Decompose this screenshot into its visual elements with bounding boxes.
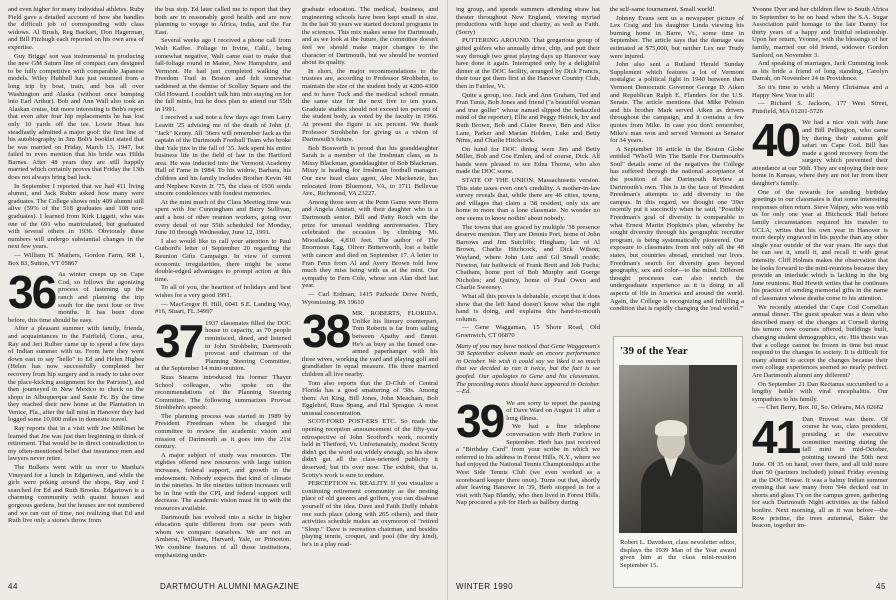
paragraph: Johnny Evans sent us a newspaper picture of Lex Craig and his daughter Linda viewing his burning home in Barre, Vt., some time in September. The article says that the damage was estimated at $75,000, but neither Lex nor Trudy were injured. [610, 14, 744, 60]
paragraph: I also would like to call your attention to Paul Guibord's letter of September 20 regarding the Reunion Gifts Campaign. In view of current economic irregularities, there might be some double-edged advantages to prompt action at this time. [155, 237, 291, 283]
photo-caption: Robert L. Davidson, class newsletter editor, displays the 1939 Man of the Year award given him at the class mini-reunion September 15. [620, 539, 736, 569]
footer-left: DARTMOUTH ALUMNI MAGAZINE [160, 582, 300, 591]
paragraph: — Chet Berry, Box 10, So. Orleans, MA 02662 [758, 404, 884, 412]
paragraph: PERCEPTION vs. REALITY. If you visualize a continuing retirement community as the nesting place of old geezers and golfers, you can disabuse yourself of the idea. Dave and Faith Duffy inhabit one such place (along with 265 others), and their activities schedule makes an oxymoron of "retired "Sleep." Dave is recreation chairman, and besides playing tennis, croquet, and pool (the dry kind), he's in a play read- [302, 480, 438, 548]
class-1940-notes [752, 114, 888, 412]
left-column-2 [155, 6, 291, 580]
paragraph: We had a fine telephone conversation with Herb Furlow in September. Herb has just received a "Birthday Card" from your scribe in which we referred to his address in Forest Hills, N.Y., where we had enjoyed the National Tennis Championships at the West Side Tennis Club (we even worked as a scoreboard keeper there once). Turns out that, shortly after leaving Hanover in '39, Herb stopped in for a visit with Nap Blandy, who then lived in Forest Hills. Nap procured a job for Herb as ballboy during [456, 423, 600, 507]
paragraph: — William H. Mathers, Gordon Farm, RR 1, Box 83, Sutton, VT 05867 [8, 252, 144, 267]
paragraph: 1937 classmates filled the DOC house to capacity, as 70 people reminisced, dined, and listened to John Strohbehn, Dartmouth provost and chairman of the Planning Steering Committee, at the September 14 mini-reunion. [155, 319, 291, 373]
paragraph: We had a nice visit with Jane and Bill Pellington, who came by during their autumn golf safari on Cape Cod. Bill has made a good recovery from the surgery which prevented their attendance at our 50th. They are enjoying their new home in Kansas, where they are not far from their daughter's family. [752, 119, 888, 188]
footer-right: WINTER 1990 [456, 582, 514, 591]
paragraph: John also sent a Rutland Herald Sunday Supplement which features a lot of Vermont nostalgia: a political fight in 1940 between then Vermont Democratic Governor George D. Aiken and Republican Ralph E. Flanders for the U.S. Senate. The article mentions that Mike Pelosin and his brother Mark served Aiken as drivers throughout the campaign, and it contains a few quotes from Mike. In case you don't remember, Mike's man won and served Vermont as Senator for 34 years. [610, 61, 744, 145]
paragraph: One of the rewards for sending birthday greetings to our classmates is that some interesting responses often return. Steve Valpey, who was with us for only one year at Hitchcock Hall before family circumstances required his transfer to UCLA, writes that his own year in Hanover is more deeply engraved in his psyche than any other single year outside of the war years. He says that he can see it, smell it, and recall it with great intensity. Cliff Holmes makes the observation that he looks forward to the mini-reunions because they provide an interlude which is lacking in the big June reunions. Bud Hewitt writes that he continues his practice of sending memorial gifts in the name of classmates whose deaths come to his attention. [752, 188, 888, 302]
paragraph: We are sorry to report the passing of Dave Ward on August 11 after a long illness. [506, 399, 600, 422]
class-number-36: 36 [8, 266, 56, 319]
photo-title: '39 of the Year [620, 345, 688, 357]
paragraph: — MacGregor H. Hill, 6041 S.E. Landing Way, #16, Stuart, FL 34997 [155, 300, 291, 316]
paragraph: — Richard S. Jackson, 177 West Street, Pittsfield, MA 01201-5726 [752, 100, 888, 115]
paragraph: Dan Provost was there. Of course he was, class president, presiding at the executive committee meeting during the fall mini in mid-October, pointing toward the 50th next June. Of 35 on hand, over there, and all told more than 50 (partners included) joined Friday evening at the DOC House. It was a balmy Indian summer evening that saw many from '94s decked out in shorts and glass T's on the campus green, gathering for such Dartmouth Night activities as the fabled bonfire. Next morning, all as it was before—the Row pristine, the trees autumnal, Baker the beacon, together im- [752, 415, 888, 530]
class-1935-notes [8, 6, 144, 267]
class-number-38: 38 [302, 305, 350, 358]
class-1936-notes [8, 266, 144, 525]
paragraph: A September 18 article in the Boston Globe entitled "Who'll Win The Battle For Dartmouth's Soul" details some of the negatives the College has suffered through the national acceptance of the position of the Dartmouth Review as Dartmouth's own. This is in the face of President Freedman's attempts to add diversity to the campus. In this regard, we thought one '39er recently put it succinctly when he said, "Possibly Freedman's goal of diversity is comparable to what Ernest Martin Hopkins's plan, whereby he sought diversity through his geographic recruiter program, is being systematically pioneered. Our exposure to classmates from not only all the 48 states, but countries abroad, enriched our lives. Freedman's search for diversity goes beyond geography, sex and color—to the mind. Different thought processes can also enrich the undergraduate experience as it is doing in all aspects of life in America and around the world. Again, the College is recognizing and fulfilling a condition that is rapidly changing the 'real world.'" [610, 145, 744, 313]
paragraph: Russ Stearns introduced his former Thayer School colleague, who spoke on the recommendations of the Planning Steering Committee. The following summarizes Provost Strohbehn's speech: [155, 373, 291, 412]
paragraph: SCOT-FORD POST-ERS ETC. So reads the opening reception announcement of the fifty-year retrospective of John Scotford's work, recently held in Thetford, Vt. Unfortunately, modest Scotty didn't get the word out widely enough, so his show didn't get all the class-oriented publicity it deserved, but it's over now. The exhibit, that is. Scotty's work is sure to endure. [302, 418, 438, 479]
paragraph: the self-same tournament. Small world! [610, 6, 715, 13]
paragraph: On hand for DOC dining were Jim and Betty Miller, Bob and Coe Emlen, and of course, Dick. All hands were pleased to see Edna Thorne, who also made the DOC scene. [456, 145, 600, 176]
class-1937-notes-cont [302, 6, 438, 306]
paragraph: So it's time to wish a Merry Christmas and a Happy New Year to all! [752, 83, 888, 99]
right-column-1 [456, 6, 600, 580]
paragraph: In short, the major recommendations to the trustees are, according to Professor Strohbehn, to maintain the size of the student body at 4200-4300 and to have Tuck and the medical school remain the same size for the next five to ten years. Graduate studies should not exceed ten percent of the student body, as voted by the faculty in 1966. At present the figure is six percent. We thank Professor Strohbehn for giving us a vision of Dartmouth's future. [302, 67, 438, 144]
paragraph: — Gene Waggaman, 15 Shore Road, Old Greenwich, CT 06870 [456, 324, 600, 339]
paragraph: PUTTERING AROUND. That gregarious group of gifted golfers who annually drive, chip, and putt their way through two great playing days up Hanover way have done it again. Interrupted only by a delightful dinner at the DOC facility, arranged by Dick Francis, their tour got them first at the Hanover Country Club, then in Fairlee, Vt. [456, 37, 600, 90]
paragraph: and even higher for many individual athletes. Ruby Field gave a detailed account of how she handles the difficult job of corresponding with class widows. Al Brush, Reg Backart, Don Hagerman, and Bill Fitzhugh each reported on his own area of expertise. [8, 6, 144, 51]
page-number-right: 45 [876, 582, 886, 591]
paragraph: I received a sad note a few days ago from Larry Leavitt '25 advising me of the death of John (J. "Jack" Kenny. All '36ers will remember Jack as the captain of the Dartmouth Football Team who broke that Yale jinx in the fall of '35. Jack spent his entire business life in the field of law in the Hartford area. He was inducted into the Vermont Academy Hall of Fame in 1984. To his widow, Barbara, his children and his family includes Brother Kevin '48 and Nephew Kevin Jr. '75, the class of 1936 sends sincere condolences with fondest memories. [155, 114, 291, 198]
paragraph: What all this proves is debatable, except that it does show that the left hand doesn't know what the right hand is doing, and explains this hand-to-mouth column. [456, 292, 600, 323]
right-page [448, 0, 896, 600]
class-1939-notes [456, 394, 600, 507]
paragraph: The planning process was started in 1989 by President Freedman when he charged the committee to review the academic vision and mission of Dartmouth as it goes into the 21st century. [155, 412, 291, 451]
paragraph: Tom also reports that the D-Club of Central Florida has a good smattering of '38s. Among them: Art King, Bill Jones, John Meacham, Bob Egglehof, Russ Spang, and Hal Sprague. A most unusual concentration. [302, 379, 438, 417]
paragraph: Ray reports that in a visit with Joe Millimet he learned that Joe was just then beginning to think of retirement. That would be in direct contradiction to my often-mentioned belief that insurance men and lawyers never retire. [8, 425, 144, 463]
paragraph: At the mini much of the Class Meeting time was spent with Joe Cunningham and Barry Sullivan, and a host of other reunion workers, going over every detail of our 55th scheduled for Monday, June 10 through Wednesday, June 12, 1991. [155, 198, 291, 237]
paragraph: A major subject of study was resources. The eighties offered new resources with large tuition increases, federal support, and growth in the endowment. Nobody expects that kind of climate in the nineties. In the nineties tuition increases will be in line with the CPI, and federal support will decrease. The academic vision must fit in with the resources available. [155, 451, 291, 512]
class-1938-notes [302, 305, 438, 548]
paragraph: the bus stop. Ed later called me to report that they both are in reasonably good health and are now planning to voyage to Africa, India, and the Far East. [155, 6, 291, 36]
paragraph: — Carl Erdman, 1415 Parkside Drive North, Wyomissing, PA 19610 [302, 290, 438, 306]
class-number-37: 37 [155, 314, 203, 367]
class-1936-notes-cont [155, 6, 291, 316]
paragraph: Yvonne Dyer and her children flew to South Africa in September to be on hand when the S.A. Sugar Association paid homage to the late Danny for thirty years of a happy and fruitful relationship. Upon her return, Yvonne, with the blessings of her family, married our old friend, widower Gordon Sanford, on November 3. [752, 6, 888, 59]
paragraph: ing group, and spends summers attending straw hat theater throughout New England, viewing myriad productions with hope and charity, as well as Faith. (Sorry) [456, 6, 600, 36]
right-column-2 [610, 6, 744, 336]
paragraph: In September I reported that we had 411 living alumni, and Jack Rubin asked how many were graduates. The College shows only 409 alumni still alive (59% of the 518 graduates and 108 non-graduates). I learned from Kirk Liggett, who was one of the 691 who matriculated, but graduated with several others in 1936. Obviously these numbers will undergo substantial changes in the next few years. [8, 182, 144, 251]
right-column-3 [752, 6, 888, 580]
paragraph: And speaking of marriages, Jack Cumming took as his bride a friend of long standing, Carolyn Darrah, on November 24 in Providence. [752, 60, 888, 83]
paragraph: Several weeks ago I received a phone call from Walt Kaffee. Foliage in Irvine, Calif., being somewhat negative, Walt came east to make that fall-foliage round in Maine, New Hampshire, and Vermont. He had just completed walking the Freedom Trail in Boston and felt somewhat saddened at the demise of Scollay Square and the Old Howard. I couldn't talk him into staying on for the fall minis, but he does plan to attend our 55th in 1991. [155, 37, 291, 113]
paragraph: Bob Bosworth is proud that his granddaughter Sarah is a member of the freshman class, as is Missy Blackman, granddaughter of Bob Blackman. Missy is heading for freshman football manager. Our new head class agent, Alec Mackenzie, has relocated from Bluemont, VA, to 1711 Bellevue Ave., Richmond, VA 23227. [302, 144, 438, 198]
page-number-left: 44 [8, 582, 18, 591]
paragraph: After a pleasant summer with family, friends, and acquaintances in the Fairfield, Conn., area, Ray and Jeri Rulber came up to spend a few days of Indian summer with us. From here they went down east to say "hello" to Ed and Helen Higbee (Helen has now successfully completed her recovery from hip surgery and is ready to take over the place-kicking assignment for the Patriots!), and then journeyed to New Mexico to check on the shops in Albuquerque and Sante Fe. By the time they reached their new home at the Plantation in Venice, Fla., after the fall mini in Hanover they had logged some 10,000 miles in domestic travel. [8, 325, 144, 424]
editor-note: Many of you may have noticed that Gene Waggaman's '38 September column made an encore performance in October. We wish it could say we liked it so much that we decided to run it twice, but the fact is we goofed. Our apologies to Gene and his classmates. The preceding notes should have appeared in October.—Ed. [456, 342, 600, 396]
class-1939-notes-cont [610, 6, 744, 313]
class-1937-notes [155, 314, 291, 559]
left-column-1 [8, 6, 144, 580]
paragraph: On September 21 Dan Rectanus succumbed to a lengthy battle with viral encephalitis. Our sympathies to his family. [752, 380, 888, 403]
paragraph: STATE OF THE UNION. Massachusetts version. This state taxes even one's credulity. A mother-in-law survey reveals that, while there are 46 cities, towns, and villages that claim a '38 resident, only six are home to more than a lone classmate. No wonder no one seems to know nothin' about nobody. [456, 177, 600, 223]
left-column-3 [302, 6, 438, 580]
paragraph: The Bulkers went with us over to Martha's Vineyard for a lunch in Edgartown, and while the girls were poking around the shops, Ray and I searched for Ed and Ruth Brooks. Edgartown is a charming community with quaint houses and gorgeous gardens, but the houses are not numbered and we ran out of time, not realizing that Ed and Ruth live only a stone's throw from [8, 464, 144, 525]
paragraph: As winter creeps up on Cape Cod, so follows the agonizing process of fastening up the ranch and planning the trip south for the next four or five months. It has been done before, this time should be easy. [8, 271, 144, 324]
class-number-40: 40 [752, 114, 800, 167]
paragraph: MR. ROBERTS, FLORIDA. Unlike his literary counterpart, Tom Roberts is far from sailing between Apathy and Ennui. He's as busy as the famed one-armed paperhanger with his three wives, working the yard and playing golf and grandfather in equal measure. His three married children all live nearby. [302, 310, 438, 378]
paragraph: The towns that are graced by multiple '38 presence deserve mention. They are Dennis Port, home of John Barrows and Jim Sutcliffe; Hingham, lair of Al Brown, Charlie Hitchcock, and Dick Wilson; Wayland, where John Lutz and Gil Small reside; Newton, fair bailiwick of Frank Brett and Job Fuchs; Chatham, home port of Bob Murphy and Goerge Nicholes; and Quincy, home of Paul Owen and Charlie Sweeney. [456, 223, 600, 292]
davidson-photo [619, 365, 737, 533]
paragraph: graduate education. The medical, business, and engineering schools have been kept small in size. In the last 30 years we started doctoral programs in the sciences. This mix makes sense for Dartmouth, and as we look at the future, the committee doesn't feel we should make major changes to the character of Dartmouth, but we should be worried about its quality. [302, 6, 438, 67]
class-1939-notes-end [752, 6, 888, 115]
class-1941-notes [752, 410, 888, 530]
paragraph: Dartmouth has evolved into a niche in higher education quite different from our peers with whom we compare ourselves. We are not an Amherst, Williams, Harvard, Yale, or Princeton. We combine features of all those institutions, emphasizing under- [155, 513, 291, 559]
photo-box [613, 336, 743, 588]
class-number-39: 39 [456, 394, 504, 447]
paragraph: Among those seen at the Penn Game were Herm and Angela Anstatt, with their daughter who is a Dartmouth senior. Bill and Patty Rotch win the prize for unusual wedding anniversaries. They celebrated the occasion by climbing Mt. Moosilauke, 4,810 feet. The author of The Enormous Egg, Oliver Butterworth, lost a battle with cancer and died on September 17. A letter to Fran Fenn from Al and Avery Brown told how much they miss being with us at the mini. Our sympathy to Fern Cole, whose son Alan died last year. [302, 198, 438, 290]
paragraph: We recently attended the Cape Cod Cornelian annual dinner. The guest speaker was a dean who described many of the changes at Cornell during his tenure: new courses offered, buildings built, changing student demographics, etc. His thesis was that a college cannot be frozen in time but must respond to the changes in society. It is difficult for many alumni to accept the changes because their own college experiences seemed so nearly perfect. Are Dartmouth alumni any different? [752, 303, 888, 379]
class-1938-notes-cont [456, 6, 600, 340]
paragraph: To all of you, the heartiest of holidays and best wishes for a very good 1991. [155, 284, 291, 299]
paragraph: Quite a group, too. Jack and Ann Graham, Ted and Fran Tunis, Bob Jones and friend ("a beautiful woman and true golfer" whose named slipped the bedazzled mind of the reporter), Ellie and Peggy Hetrick, Irv and Ruth Brown, Bob and Claire Reeve, Ben and Alice Lane, Parker and Marian Holden, Luke and Betty Nims, and Charlie Hitchcock. [456, 91, 600, 145]
paragraph: Guy Briggs' son was instrumental in producing the new GM Saturn line of compact cars designed to be fully competitive with comparable Japanese models. Wiley Hubbell has just returned from a long trip by boat, train, and bus all over Washington and Alaska (without once bumping into Earl Arthur). Bob and Ann Wall also took an Alaskan cruise, but more interesting is Bob's report that even after four hip replacements he has lost only 10 yards off the tee. Lowie Haas has steadfastly admitted a major goof: the first line of his autobiography in Jim Bolt's booklet stated that he was married on Friday, March 13, 1947, but failed to even mention that his bride was Hilda Barnes. After 48 years they are still happily married which certainly proves that Friday the 13th does not always bring bad luck. [8, 52, 144, 182]
class-number-41: 41 [752, 410, 800, 463]
